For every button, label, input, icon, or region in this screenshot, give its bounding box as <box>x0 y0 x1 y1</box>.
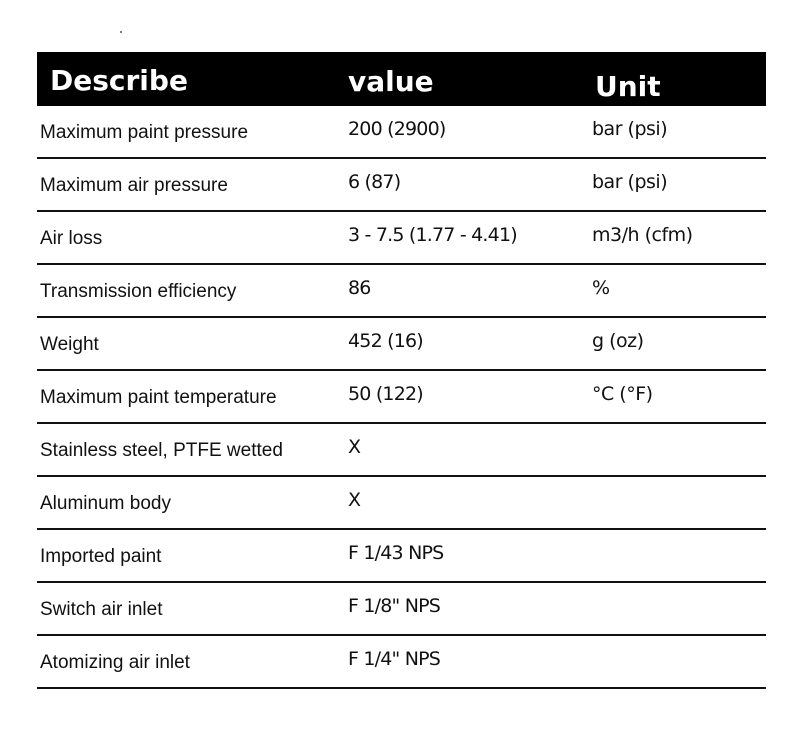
row-describe: Atomizing air inlet <box>40 652 190 673</box>
row-describe: Transmission efficiency <box>40 281 237 302</box>
header-value: value <box>348 65 434 98</box>
table-row <box>37 477 766 530</box>
row-value: 3 - 7.5 (1.77 - 4.41) <box>348 224 517 246</box>
table-row <box>37 106 766 159</box>
row-value: X <box>348 436 361 458</box>
row-value: F 1/8" NPS <box>348 595 441 617</box>
row-describe: Aluminum body <box>40 493 171 514</box>
header-unit: Unit <box>595 70 661 103</box>
row-value: 452 (16) <box>348 330 423 352</box>
row-describe: Maximum paint temperature <box>40 387 277 408</box>
row-unit: °C (°F) <box>592 383 653 405</box>
table-row <box>37 636 766 689</box>
row-describe: Stainless steel, PTFE wetted <box>40 440 283 461</box>
table-row <box>37 530 766 583</box>
row-describe: Air loss <box>40 228 103 249</box>
row-value: X <box>348 489 361 511</box>
row-unit: % <box>592 277 610 299</box>
row-unit: g (oz) <box>592 330 644 352</box>
table-row <box>37 424 766 477</box>
row-value: F 1/4" NPS <box>348 648 441 670</box>
table-row <box>37 583 766 636</box>
row-value: 86 <box>348 277 371 299</box>
row-value: F 1/43 NPS <box>348 542 444 564</box>
row-unit: m3/h (cfm) <box>592 224 693 246</box>
row-describe: Weight <box>40 334 99 355</box>
row-describe: Maximum air pressure <box>40 175 228 196</box>
row-describe: Imported paint <box>40 546 162 567</box>
row-describe: Switch air inlet <box>40 599 163 620</box>
row-describe: Maximum paint pressure <box>40 122 249 143</box>
stray-dot <box>120 31 122 33</box>
row-unit: bar (psi) <box>592 118 668 140</box>
row-unit: bar (psi) <box>592 171 668 193</box>
row-value: 200 (2900) <box>348 118 446 140</box>
spec-table <box>37 52 766 689</box>
row-value: 6 (87) <box>348 171 401 193</box>
table-row <box>37 371 766 424</box>
table-row <box>37 212 766 265</box>
header-describe: Describe <box>50 64 188 97</box>
table-row <box>37 159 766 212</box>
row-value: 50 (122) <box>348 383 423 405</box>
table-row <box>37 265 766 318</box>
table-header <box>37 52 766 106</box>
table-row <box>37 318 766 371</box>
